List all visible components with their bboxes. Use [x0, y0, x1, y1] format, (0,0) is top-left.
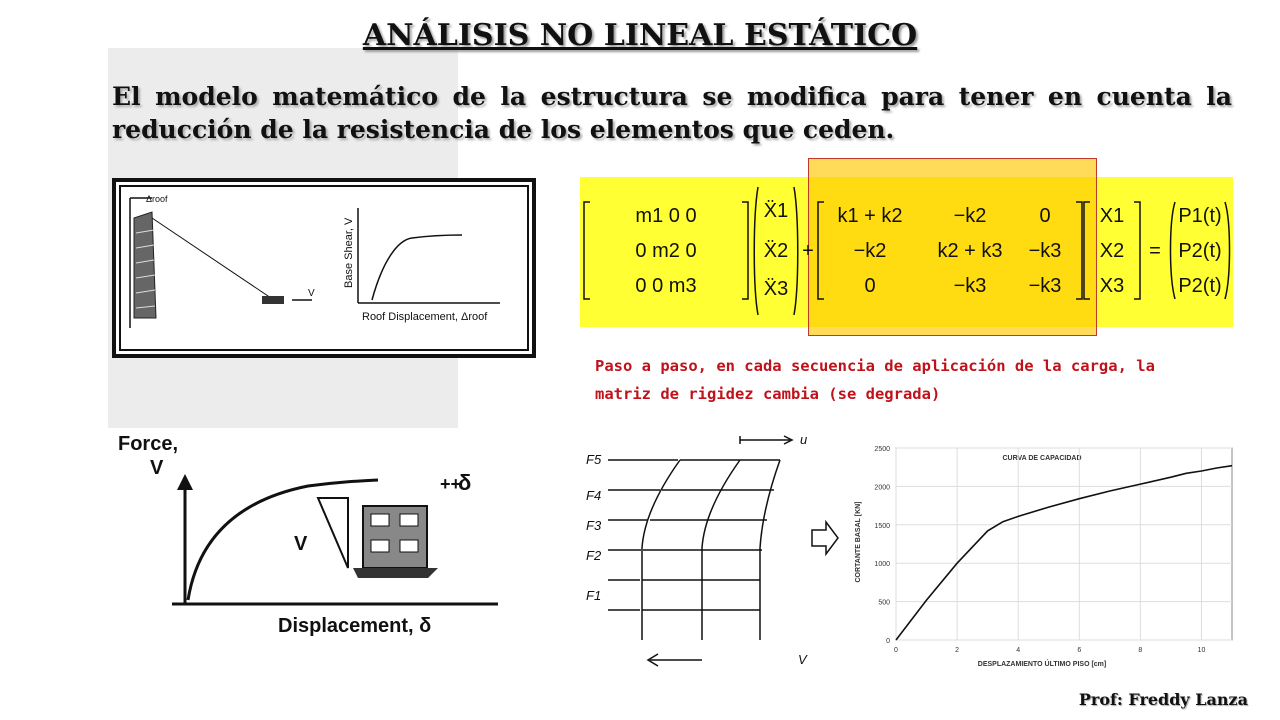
- chart-ylabel: CORTANTE BASAL [KN]: [855, 501, 862, 583]
- displacement-label: Displacement, δ: [278, 615, 432, 637]
- svg-text:=: =: [1149, 240, 1161, 262]
- equation-of-motion: [580, 177, 1233, 327]
- x-tick-label: 2: [955, 647, 960, 654]
- load-1: P1(t): [1178, 205, 1222, 227]
- load-3: P2(t): [1178, 275, 1222, 297]
- capacity-chart: [846, 430, 1238, 670]
- svg-text:++: ++: [440, 474, 462, 494]
- force-f2: F2: [586, 548, 602, 563]
- v-label: V: [294, 533, 308, 555]
- chart-title: CURVA DE CAPACIDAD: [1002, 455, 1082, 462]
- stiffness-3-2: −k3: [953, 275, 987, 297]
- force-f4: F4: [586, 488, 602, 503]
- roof-displacement-label: Roof Displacement, Δroof: [362, 311, 488, 323]
- disp-2: X2: [1099, 240, 1125, 262]
- force-f1: F1: [586, 588, 602, 603]
- page-title: ANÁLISIS NO LINEAL ESTÁTICO: [362, 18, 918, 53]
- u-label: u: [800, 432, 808, 447]
- chart-frame: [896, 448, 1232, 640]
- stiffness-3-1: 0: [864, 275, 876, 297]
- stiffness-2-1: −k2: [853, 240, 887, 262]
- disp-3: X3: [1099, 275, 1125, 297]
- x-tick-label: 6: [1077, 647, 1082, 654]
- y-tick-label: 1000: [874, 561, 890, 569]
- accel-3: Ẍ3: [763, 278, 789, 300]
- stiffness-1-3: 0: [1039, 205, 1051, 227]
- x-tick-label: 4: [1016, 647, 1021, 654]
- stiffness-1-1: k1 + k2: [837, 205, 903, 227]
- roof-label: Δroof: [146, 194, 168, 204]
- accel-2: Ẍ2: [763, 240, 789, 262]
- stiffness-2-2: k2 + k3: [937, 240, 1003, 262]
- force-displacement-diagram: [108, 428, 512, 640]
- capacity-curve-line: [896, 466, 1232, 640]
- stiffness-3-3: −k3: [1028, 275, 1062, 297]
- y-tick-label: 2000: [874, 484, 890, 492]
- x-tick-label: 8: [1138, 647, 1143, 654]
- frame-pushover-diagram: [580, 428, 842, 676]
- delta-label: δ: [458, 470, 472, 495]
- base-shear-label: Base Shear, V: [343, 217, 355, 288]
- mass-row-1: m1 0 0: [635, 205, 697, 227]
- x-tick-label: 0: [894, 647, 898, 654]
- force-f5: F5: [586, 452, 602, 467]
- disp-1: X1: [1099, 205, 1125, 227]
- stiffness-2-3: −k3: [1028, 240, 1062, 262]
- stiffness-caption: Paso a paso, en cada secuencia de aplicación de la carga, la matriz de rigidez cambia (se degrada): [595, 357, 1155, 403]
- v-frame-label: V: [798, 652, 807, 667]
- mass-row-2: 0 m2 0: [635, 240, 697, 262]
- y-tick-label: 2500: [874, 446, 890, 453]
- force-label: Force,: [118, 433, 179, 455]
- svg-text:+: +: [802, 240, 814, 262]
- y-tick-label: 1500: [874, 522, 890, 530]
- force-v-label: V: [150, 457, 164, 479]
- stiffness-1-2: −k2: [953, 205, 987, 227]
- y-tick-label: 500: [878, 599, 890, 607]
- chart-xlabel: DESPLAZAMIENTO ÚLTIMO PISO [cm]: [977, 661, 1107, 668]
- accel-1: Ẍ1: [763, 200, 789, 222]
- y-tick-label: 0: [886, 638, 890, 645]
- load-2: P2(t): [1178, 240, 1222, 262]
- force-f3: F3: [586, 518, 602, 533]
- load-label: V: [308, 288, 315, 299]
- pushover-diagram: [112, 178, 536, 358]
- footer-author: Prof: Freddy Lanza: [1078, 690, 1248, 709]
- mass-row-3: 0 0 m3: [635, 275, 697, 297]
- x-tick-label: 10: [1197, 647, 1206, 654]
- arrow-icon: [812, 522, 838, 554]
- intro-text: El modelo matemático de la estructura se modifica para tener en cuenta la reducción de la resistencia de los elementos que ceden.: [112, 82, 1232, 144]
